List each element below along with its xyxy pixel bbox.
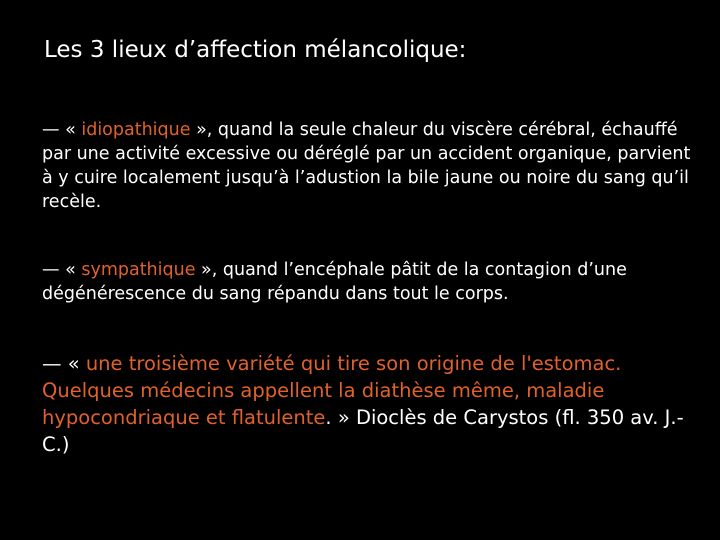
slide-title: Les 3 lieux d’affection mélancolique: — [44, 37, 467, 63]
paragraph-idiopathique — [42, 118, 692, 214]
highlight-term: idiopathique — [81, 120, 191, 140]
paragraph-text: . » Dioclès de Carystos (fl. 350 av. J.-C.) — [42, 406, 684, 456]
paragraph-text: », quand la seule chaleur du viscère cérébral, échauffé par une activité excessive ou déréglé par un accident organique, parvient à y cuire localement jusqu’à l’adustion la bile jaune ou noire du sang qu’il recèle. — [42, 120, 691, 212]
paragraph-text: », quand l’encéphale pâtit de la contagion d’une dégénérescence du sang répandu dans tout le corps. — [42, 260, 627, 304]
paragraph-quote-diocles — [42, 350, 692, 458]
paragraph-lead: — « — [42, 352, 86, 375]
highlight-term: sympathique — [81, 260, 196, 280]
paragraph-lead: — « — [42, 260, 82, 280]
highlight-term: une troisième variété qui tire son origine de l'estomac. Quelques médecins appellent la diathèse même, maladie hypocondriaque et flatulente — [42, 352, 622, 429]
paragraph-lead: — « — [42, 120, 82, 140]
paragraph-sympathique — [42, 258, 692, 306]
